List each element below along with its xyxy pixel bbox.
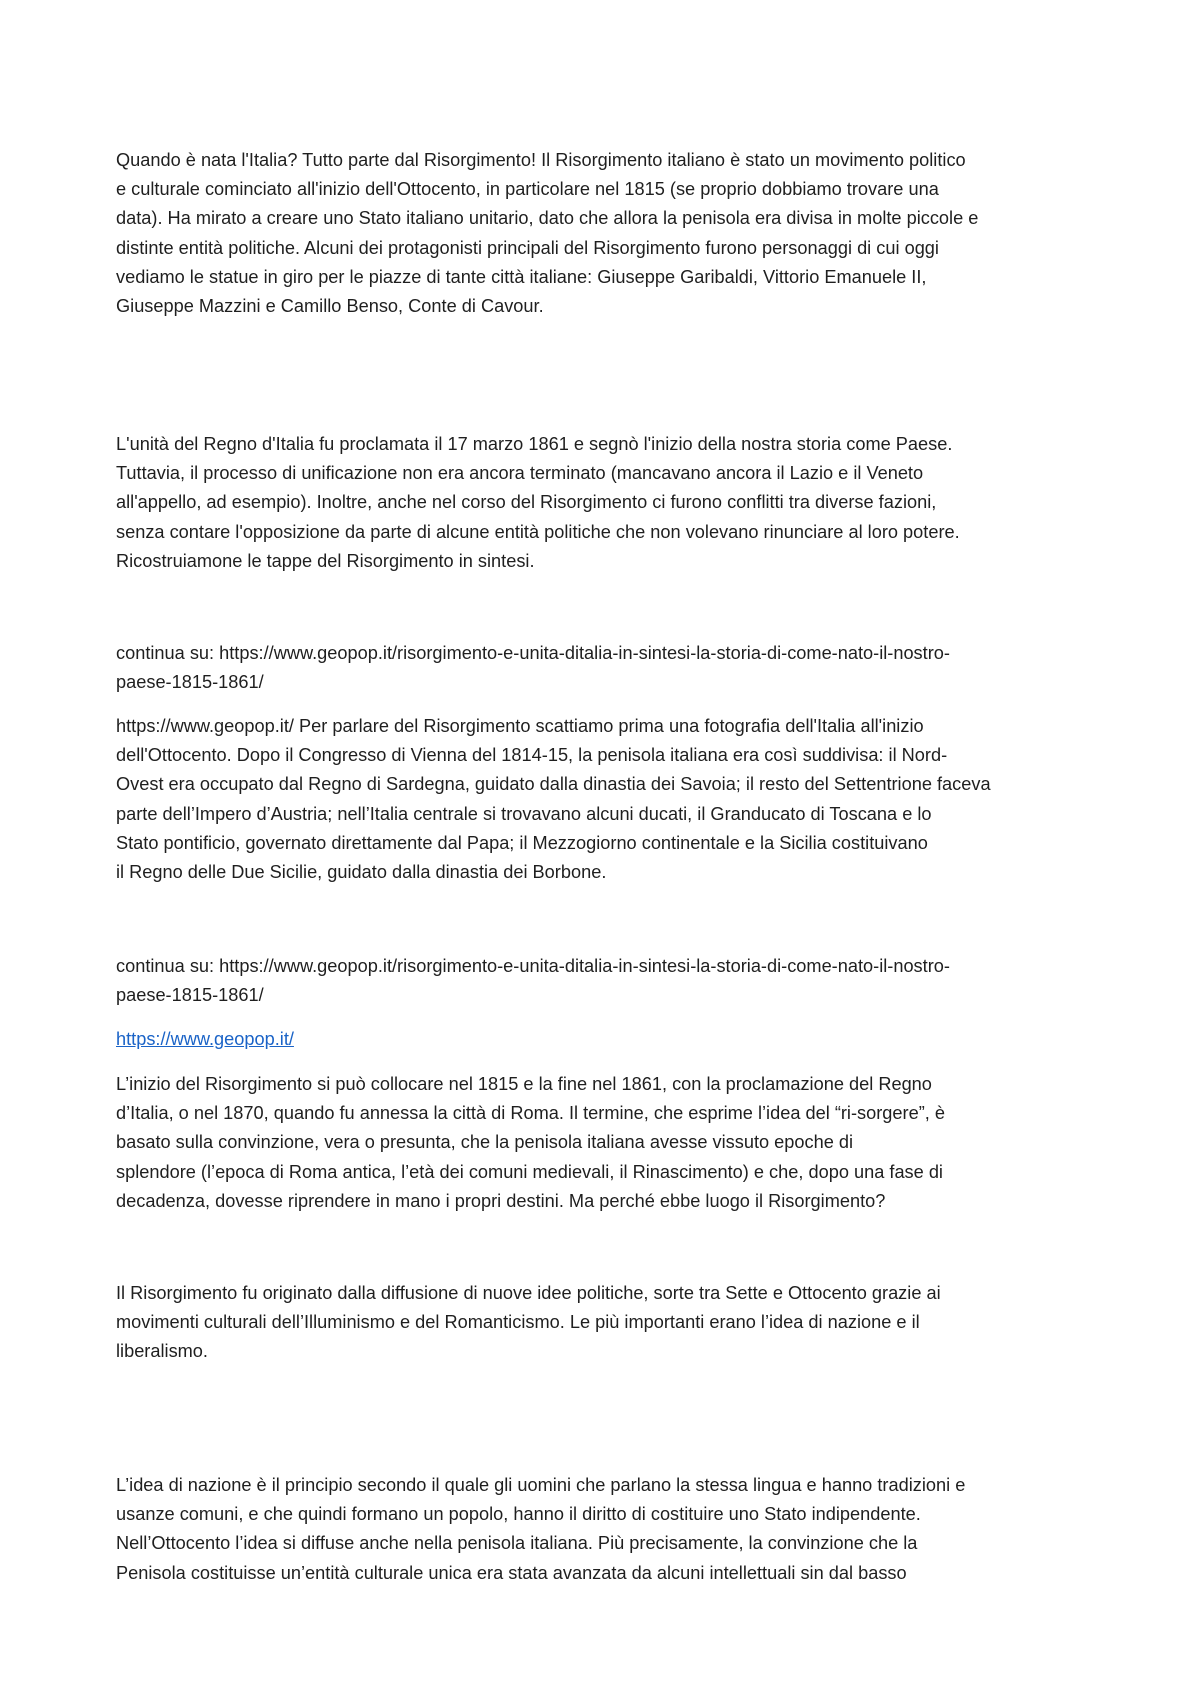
- text-line: Stato pontificio, governato direttamente dal Papa; il Mezzogiorno continentale e la Sicilia costituivano: [116, 832, 928, 853]
- text-line: paese-1815-1861/: [116, 672, 264, 693]
- text-line: senza contare l'opposizione da parte di alcune entità politiche che non volevano rinunciare al loro potere.: [116, 521, 960, 542]
- paragraph-timeline: [116, 1070, 1096, 1216]
- text-line: L'unità del Regno d'Italia fu proclamata il 17 marzo 1861 e segnò l'inizio della nostra storia come Paese.: [116, 434, 953, 454]
- text-line: basato sulla convinzione, vera o presunta, che la penisola italiana avesse vissuto epoche di: [116, 1132, 854, 1153]
- paragraph-source-1: [116, 639, 1096, 697]
- text-line: parte dell’Impero d’Austria; nell’Italia centrale si trovavano alcuni ducati, il Granducato di Toscana e lo: [116, 803, 932, 824]
- text-line: paese-1815-1861/: [116, 985, 264, 1006]
- text-line: e culturale cominciato all'inizio dell'Ottocento, in particolare nel 1815 (se proprio dobbiamo trovare una: [116, 179, 939, 200]
- text-line: distinte entità politiche. Alcuni dei protagonisti principali del Risorgimento furono personaggi di cui oggi: [116, 237, 939, 258]
- geopop-link[interactable]: https://www.geopop.it/: [116, 1029, 294, 1049]
- text-line: dell'Ottocento. Dopo il Congresso di Vienna del 1814-15, la penisola italiana era così suddivisa: il Nord-: [116, 745, 948, 766]
- text-line: data). Ha mirato a creare uno Stato italiano unitario, dato che allora la penisola era divisa in molte piccole e: [116, 208, 979, 229]
- paragraph-unity: [116, 430, 1096, 576]
- text-line: usanze comuni, e che quindi formano un popolo, hanno il diritto di costituire uno Stato indipendente.: [116, 1504, 921, 1525]
- text-line: Tuttavia, il processo di unificazione non era ancora terminato (mancavano ancora il Lazio e il Veneto: [116, 463, 924, 484]
- paragraph-source-2: [116, 952, 1096, 1010]
- text-line: Ovest era occupato dal Regno di Sardegna, guidato dalla dinastia dei Savoia; il resto del Settentrione faceva: [116, 774, 991, 795]
- paragraph-nation: [116, 1471, 1096, 1588]
- paragraph-link: [116, 1025, 1096, 1054]
- paragraph-vienna: [116, 712, 1096, 887]
- text-line: Penisola costituisse un’entità culturale unica era stata avanzata da alcuni intellettuali sin dal basso: [116, 1562, 907, 1583]
- paragraph-intro: [116, 146, 1096, 321]
- text-line: Ricostruiamone le tappe del Risorgimento in sintesi.: [116, 550, 535, 571]
- text-line: continua su: https://www.geopop.it/risorgimento-e-unita-ditalia-in-sintesi-la-storia-di-come-nato-il-nostro-: [116, 643, 950, 663]
- text-line: Quando è nata l'Italia? Tutto parte dal Risorgimento! Il Risorgimento italiano è stato un movimento politico: [116, 150, 966, 170]
- text-line: liberalismo.: [116, 1341, 208, 1362]
- text-line: all'appello, ad esempio). Inoltre, anche nel corso del Risorgimento ci furono conflitti tra diverse fazioni,: [116, 492, 937, 513]
- text-line: decadenza, dovesse riprendere in mano i propri destini. Ma perché ebbe luogo il Risorgimento?: [116, 1190, 886, 1211]
- text-line: https://www.geopop.it/ Per parlare del Risorgimento scattiamo prima una fotografia dell'Italia all'inizio: [116, 716, 924, 736]
- text-line: continua su: https://www.geopop.it/risorgimento-e-unita-ditalia-in-sintesi-la-storia-di-come-nato-il-nostro-: [116, 956, 950, 976]
- text-line: vediamo le statue in giro per le piazze di tante città italiane: Giuseppe Garibaldi, Vittorio Emanuele II,: [116, 266, 927, 287]
- text-line: splendore (l’epoca di Roma antica, l’età dei comuni medievali, il Rinascimento) e che, dopo una fase di: [116, 1161, 943, 1182]
- text-line: Giuseppe Mazzini e Camillo Benso, Conte di Cavour.: [116, 296, 544, 317]
- text-line: Nell’Ottocento l’idea si diffuse anche nella penisola italiana. Più precisamente, la convinzione che la: [116, 1533, 918, 1554]
- text-line: L’inizio del Risorgimento si può collocare nel 1815 e la fine nel 1861, con la proclamazione del Regno: [116, 1074, 932, 1094]
- paragraph-origins: [116, 1279, 1096, 1367]
- text-line: d’Italia, o nel 1870, quando fu annessa la città di Roma. Il termine, che esprime l’idea del “ri-sorgere”, è: [116, 1103, 945, 1124]
- text-line: L’idea di nazione è il principio secondo il quale gli uomini che parlano la stessa lingua e hanno tradizioni e: [116, 1475, 966, 1495]
- text-line: movimenti culturali dell’Illuminismo e del Romanticismo. Le più importanti erano l’idea di nazione e il: [116, 1312, 920, 1333]
- text-line: il Regno delle Due Sicilie, guidato dalla dinastia dei Borbone.: [116, 862, 607, 883]
- text-line: Il Risorgimento fu originato dalla diffusione di nuove idee politiche, sorte tra Sette e Ottocento grazie ai: [116, 1283, 941, 1303]
